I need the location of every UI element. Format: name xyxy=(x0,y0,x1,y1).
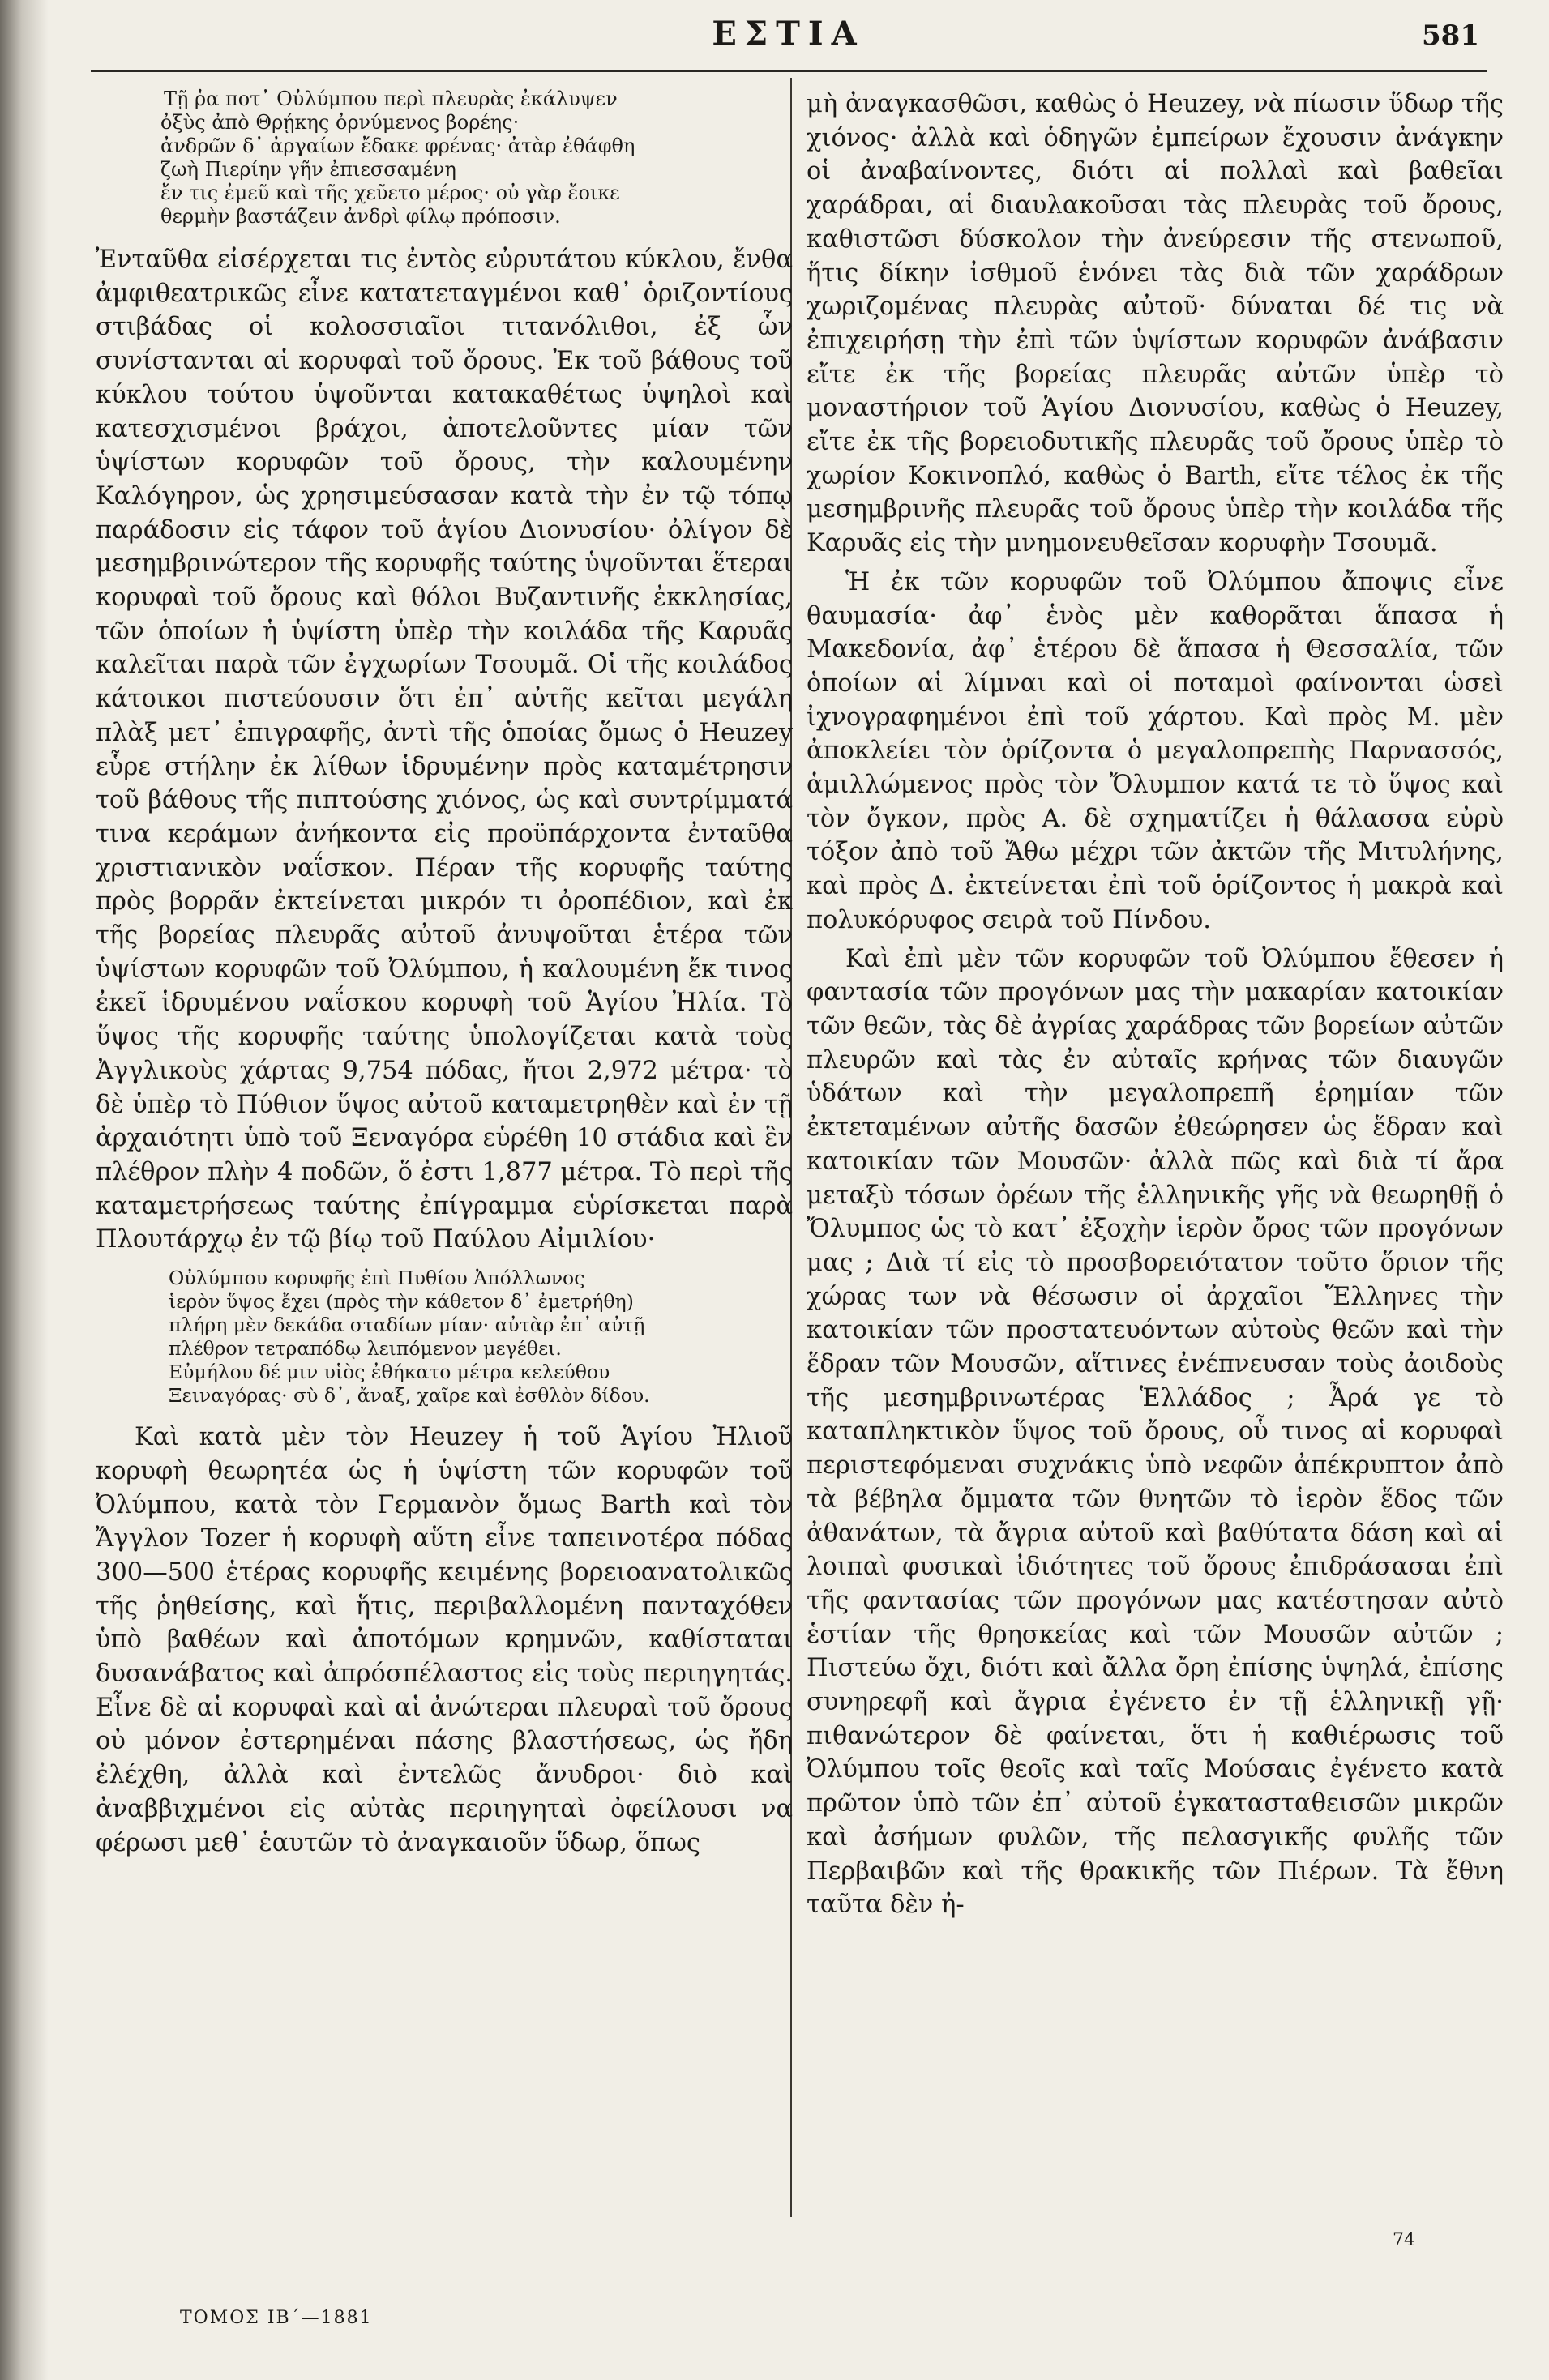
binding-gutter-shadow xyxy=(0,0,49,2380)
page-header xyxy=(89,15,1487,62)
verse-line: θερμὴν βαστάζειν ἀνδρὶ φίλῳ πρόποσιν. xyxy=(160,205,561,228)
running-title: ΕΣΤΙΑ xyxy=(712,15,865,53)
verse-line: πλέθρον τετραπόδῳ λειπόμενον μεγέθει. xyxy=(169,1337,562,1361)
left-paragraph-2: Καὶ κατὰ μὲν τὸν Heuzey ἡ τοῦ Ἁγίου Ἠλιοῦ κορυφὴ θεωρητέα ὡς ἡ ὑψίστη τῶν κορυφῶν τοῦ Ὀλύμπου, κατὰ τὸν Γερμανὸν ὅμως Barth καὶ τὸν Ἄγγλον Tozer ἡ κορυφὴ αὕτη εἶνε ταπεινοτέρα πόδας 300—500 ἑτέρας κορυφῆς κειμένης βορειοανατολικῶς τῆς ῥηθείσης, καὶ ἥτις, περιβαλλομένη πανταχόθεν ὑπὸ βαθέων καὶ ἀποτόμων κρημνῶν, καθίσταται δυσανάβατος καὶ ἀπρόσπέλαστος εἰς τοὺς περιηγητάς. Εἶνε δὲ αἱ κορυφαὶ καὶ αἱ ἀνώτεραι πλευραὶ τοῦ ὄρους οὐ μόνον ἐστερημέναι πάσης βλαστήσεως, ὡς ἤδη ἐλέχθη, ἀλλὰ καὶ ἐντελῶς ἄνυδροι· διὸ καὶ ἀναββιχμένοι εἰς αὐτὰς περιηγηταὶ ὀφείλουσι να φέρωσι μεθ᾽ ἑαυτῶν τὸ ἀναγκαιοῦν ὕδωρ, ὅπως xyxy=(96,1423,793,1857)
page-number: 581 xyxy=(1422,19,1479,52)
verse-line: ἔν τις ἐμεῦ καὶ τῆς χεῦετο μέρος· οὐ γὰρ ἔοικε xyxy=(160,182,620,204)
header-rule xyxy=(91,70,1487,72)
left-paragraph-1: Ἐνταῦθα εἰσέρχεται τις ἐντὸς εὐρυτάτου κύκλου, ἔνθα ἀμφιθεατρικῶς εἶνε κατατεταγμένοι καθ᾽ ὁριζοντίους στιβάδας οἱ κολοσσιαῖοι τιτανόλιθοι, ἐξ ὧν συνίστανται αἱ κορυφαὶ τοῦ ὄρους. Ἐκ τοῦ βάθους τοῦ κύκλου τούτου ὑψοῦνται κατακαθέτως ὑψηλοὶ καὶ κατεσχισμένοι βράχοι, ἀποτελοῦντες μίαν τῶν ὑψίστων κορυφῶν τοῦ ὄρους, τὴν καλουμένην Καλόγηρον, ὡς χρησιμεύσασαν κατὰ τὴν ἐν τῷ τόπῳ παράδοσιν εἰς τάφον τοῦ ἁγίου Διονυσίου· ὀλίγον δὲ μεσημβρινώτερον τῆς κορυφῆς ταύτης ὑψοῦνται ἕτεραι κορυφαὶ τοῦ ὄρους καὶ θόλοι Βυζαντινῆς ἐκκλησίας, τῶν ὁποίων ἡ ὑψίστη ὑπὲρ τὴν κοιλάδα τῆς Καρυᾶς καλεῖται παρὰ τῶν ἐγχωρίων Τσουμᾶ. Οἱ τῆς κοιλάδος κάτοικοι πιστεύουσιν ὅτι ἐπ᾽ αὐτῆς κεῖται μεγάλη πλὰξ μετ᾽ ἐπιγραφῆς, ἀντὶ τῆς ὁποίας ὅμως ὁ Heuzey εὗρε στήλην ἐκ λίθων ἱδρυμένην πρὸς καταμέτρησιν τοῦ βάθους τῆς πιπτούσης χιόνος, ὡς καὶ συντρίμματά τινα κεράμων ἀνήκοντα εἰς προϋπάρχοντα ἐνταῦθα χριστιανικὸν ναΐσκον. Πέραν τῆς κορυφῆς ταύτης πρὸς βορρᾶν ἐκτείνεται μικρόν τι ὀροπέδιον, καὶ ἐκ τῆς βορείας πλευρᾶς αὐτοῦ ἀνυψοῦται ἑτέρα τῶν ὑψίστων κορυφῶν τοῦ Ὀλύμπου, ἡ καλουμένη ἔκ τινος ἐκεῖ ἱδρυμένου ναΐσκου κορυφὴ τοῦ Ἁγίου Ἠλία. Τὸ ὕψος τῆς κορυφῆς ταύτης ὑπολογίζεται κατὰ τοὺς Ἀγγλικοὺς χάρτας 9,754 πόδας, ἤτοι 2,972 μέτρα· τὸ δὲ ὑπὲρ τὸ Πύθιον ὕψος αὐτοῦ καταμετρηθὲν καὶ ἐν τῇ ἀρχαιότητι ὑπὸ τοῦ Ξεναγόρα εὑρέθη 10 στάδια καὶ ἓν πλέθρον πλὴν 4 ποδῶν, ὅ ἐστι 1,877 μέτρα. Τὸ περὶ τῆς καταμετρήσεως ταύτης ἐπίγραμμα εὑρίσκεται παρὰ Πλουτάρχῳ ἐν τῷ βίῳ τοῦ Παύλου Αἰμιλίου· xyxy=(96,246,793,1254)
left-column xyxy=(96,88,793,1865)
right-paragraph-3: Καὶ ἐπὶ μὲν τῶν κορυφῶν τοῦ Ὀλύμπου ἔθεσεν ἡ φαντασία τῶν προγόνων μας τὴν μακαρίαν κατοικίαν τῶν θεῶν, τὰς δὲ ἀγρίας χαράδρας τῶν βορείων αὐτῶν πλευρῶν καὶ τὰς ἐν αὐταῖς κρήνας τῶν διαυγῶν ὑδάτων καὶ τὴν μεγαλοπρεπῆ ἐρημίαν τῶν ἐκτεταμένων αὐτῆς δασῶν ἐθεώρησεν ὡς ἕδραν καὶ κατοικίαν τῶν Μουσῶν· ἀλλὰ πῶς καὶ διὰ τί ἄρα μεταξὺ τόσων ὀρέων τῆς ἑλληνικῆς γῆς νὰ θεωρηθῇ ὁ Ὄλυμπος ὡς τὸ κατ᾽ ἐξοχὴν ἱερὸν ὄρος τῶν προγόνων μας ; Διὰ τί εἰς τὸ προσβορειότατον τοῦτο ὅριον τῆς χώρας των νὰ θέσωσιν οἱ ἀρχαῖοι Ἕλληνες τὴν κατοικίαν τῶν προστατευόντων αὐτοὺς θεῶν καὶ τὴν ἕδραν τῶν Μουσῶν, αἵτινες ἐνέπνευσαν τοὺς ἀοιδοὺς τῆς μεσημβρινωτέρας Ἑλλάδος ; Ἆρά γε τὸ καταπληκτικὸν ὕψος τοῦ ὄρους, οὗ τινος αἱ κορυφαὶ περιστεφόμεναι συχνάκις ὑπὸ νεφῶν ἀπέκρυπτον ἀπὸ τὰ βέβηλα ὄμματα τῶν θνητῶν τὸ ἱερὸν ἕδος τῶν ἀθανάτων, τὰ ἄγρια αὐτοῦ καὶ βαθύτατα δάση καὶ αἱ λοιπαὶ φυσικαὶ ἰδιότητες τοῦ ὄρους ἐπιδράσασαι ἐπὶ τῆς φαντασίας τῶν προγόνων μας κατέστησαν αὐτὸ ἑστίαν τῆς θρησκείας καὶ τῶν Μουσῶν αὐτῶν ; Πιστεύω ὄχι, διότι καὶ ἄλλα ὄρη ἐπίσης ὑψηλά, ἐπίσης συνηρεφῆ καὶ ἄγρια ἐγένετο ἐν τῇ ἑλληνικῇ γῇ· πιθανώτερον δὲ φαίνεται, ὅτι ἡ καθιέρωσις τοῦ Ὀλύμπου τοῖς θεοῖς καὶ ταῖς Μούσαις ἐγένετο κατὰ πρῶτον ὑπὸ τῶν ἐπ᾽ αὐτοῦ ἐγκατασταθεισῶν μικρῶν καὶ ἀσήμων φυλῶν, τῆς πελασγικῆς φυλῆς τῶν Περβαιβῶν καὶ τῆς θρακικῆς τῶν Πιέρων. Τὰ ἔθνη ταῦτα δὲν ἠ- xyxy=(807,944,1504,1920)
verse-line: Ξειναγόρας· σὺ δ᾽, ἄναξ, χαῖρε καὶ ἐσθλὸν δίδου. xyxy=(169,1384,650,1408)
right-paragraph-1: μὴ ἀναγκασθῶσι, καθὼς ὁ Heuzey, νὰ πίωσιν ὕδωρ τῆς χιόνος· ἀλλὰ καὶ ὁδηγῶν ἐμπείρων ἔχουσιν ἀνάγκην οἱ ἀναβαίνοντες, διότι αἱ πολλαὶ καὶ βαθεῖαι χαράδραι, αἱ διαυλακοῦσαι τὰς πλευρὰς τοῦ ὄρους, καθιστῶσι δύσκολον τὴν ἀνεύρεσιν τῆς στενωποῦ, ἥτις δίκην ἰσθμοῦ ἑνόνει τὰς διὰ τῶν χαράδρων χωριζομένας πλευρὰς αὐτοῦ· δύναται δέ τις νὰ ἐπιχειρήσῃ τὴν ἐπὶ τῶν ὑψίστων κορυφῶν ἀνάβασιν εἴτε ἐκ τῆς βορείας πλευρᾶς αὐτῶν ὑπὲρ τὸ μοναστήριον τοῦ Ἁγίου Διονυσίου, καθὼς ὁ Heuzey, εἴτε ἐκ τῆς βορειοδυτικῆς πλευρᾶς τοῦ ὄρους ὑπὲρ τὸ χωρίον Κοκινοπλό, καθὼς ὁ Barth, εἴτε τέλος ἐκ τῆς μεσημβρινῆς πλευρᾶς τοῦ ὄρους ὑπὲρ τὴν κοιλάδα τῆς Καρυᾶς εἰς τὴν μνημονευθεῖσαν κορυφὴν Τσουμᾶ. xyxy=(807,90,1504,558)
verse-line: ὀξὺς ἀπὸ Θρῄκης ὀρνύμενος βορέης· xyxy=(160,111,520,134)
verse-line: Οὐλύμπου κορυφῆς ἐπὶ Πυθίου Ἀπόλλωνος xyxy=(169,1267,585,1290)
verse-line: ζωὴ Πιερίην γῆν ἐπιεσσαμένη xyxy=(160,158,456,181)
right-column xyxy=(807,88,1504,1927)
right-paragraph-2: Ἡ ἐκ τῶν κορυφῶν τοῦ Ὀλύμπου ἄποψις εἶνε θαυμασία· ἀφ᾽ ἑνὸς μὲν καθορᾶται ἅπασα ἡ Μακεδονία, ἀφ᾽ ἑτέρου δὲ ἅπασα ἡ Θεσσαλία, τῶν ὁποίων αἱ λίμναι καὶ οἱ ποταμοὶ φαίνονται ὡσεὶ ἰχνογραφημένοι ἐπὶ τοῦ χάρτου. Καὶ πρὸς Μ. μὲν ἀποκλείει τὸν ὁρίζοντα ὁ μεγαλοπρεπὴς Παρνασσός, ἁμιλλώμενος πρὸς τὸν Ὄλυμπον κατά τε τὸ ὕψος καὶ τὸν ὄγκον, πρὸς Α. δὲ σχηματίζει ἡ θάλασσα εὐρὺ τόξον ἀπὸ τοῦ Ἄθω μέχρι τῶν ἀκτῶν τῆς Μιτυλήνης, καὶ πρὸς Δ. ἐκτείνεται ἐπὶ τοῦ ὁρίζοντος ἡ μακρὰ καὶ πολυκόρυφος σειρὰ τοῦ Πίνδου. xyxy=(807,567,1504,934)
verse-line: ἱερὸν ὕψος ἔχει (πρὸς τὴν κάθετον δ᾽ ἐμετρήθη) xyxy=(169,1290,634,1314)
epigram-verse-1 xyxy=(96,88,793,229)
verse-line: Εὐμήλου δέ μιν υἱὸς ἐθήκατο μέτρα κελεύθου xyxy=(169,1361,610,1384)
verse-line: Τῇ ῥα ποτ᾽ Οὐλύμπου περὶ πλευρὰς ἐκάλυψεν xyxy=(164,88,618,110)
signature-mark: 74 xyxy=(1393,2230,1415,2250)
verse-line: πλήρη μὲν δεκάδα σταδίων μίαν· αὐτὰρ ἐπ᾽ αὐτῇ xyxy=(169,1314,645,1337)
epigram-verse-2 xyxy=(96,1267,793,1408)
volume-line: ΤΟΜΟΣ ΙΒ´—1881 xyxy=(180,2308,373,2328)
verse-line: ἀνδρῶν δ᾽ ἀργαίων ἔδακε φρένας· ἀτὰρ ἐθάφθη xyxy=(160,135,635,157)
